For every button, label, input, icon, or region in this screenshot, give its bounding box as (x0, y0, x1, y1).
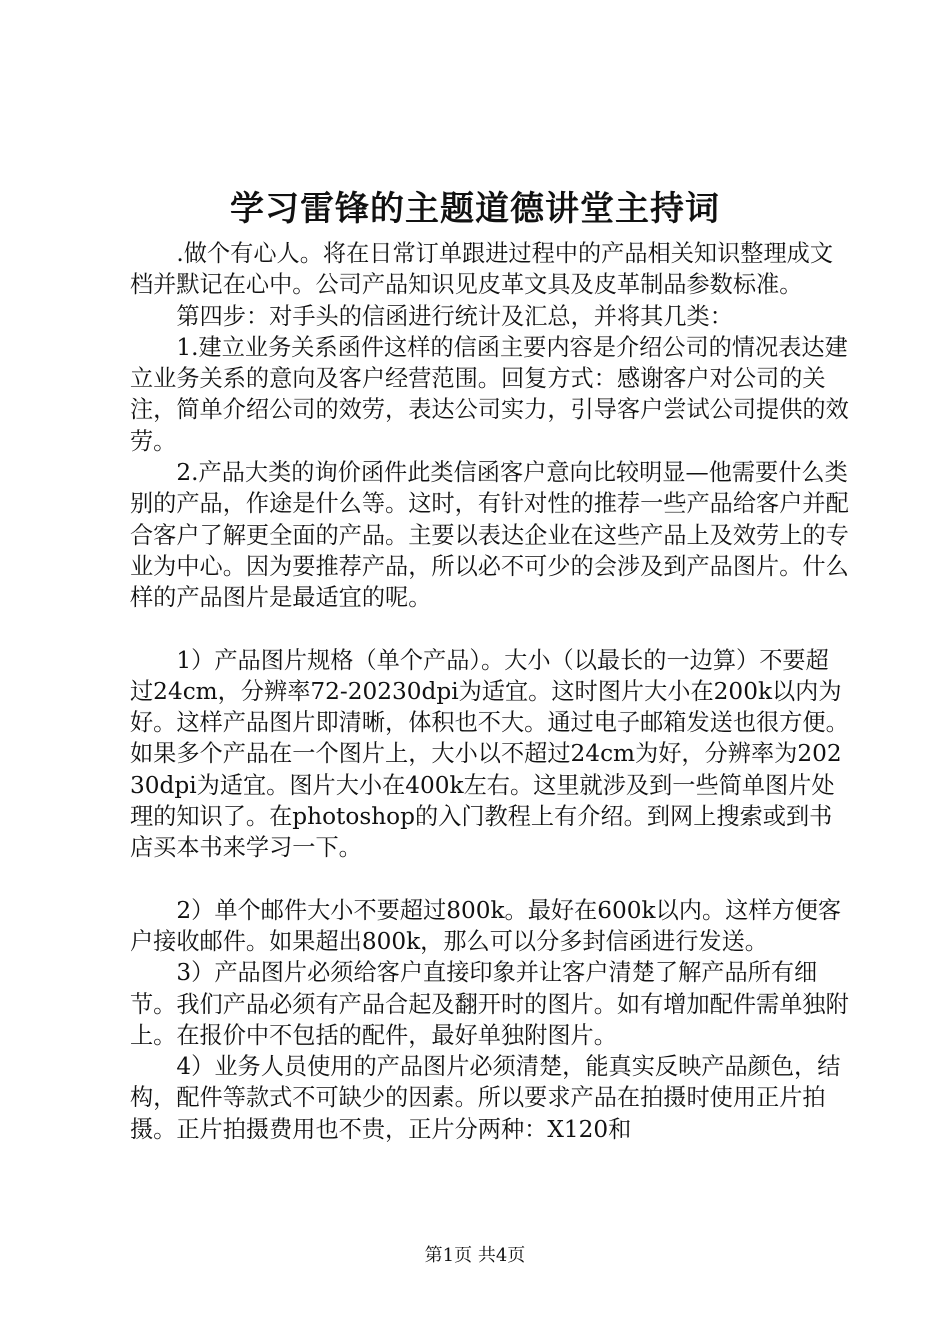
paragraph: 1）产品图片规格（单个产品）。大小（以最长的一边算）不要超过24cm，分辨率72-20230dpi为适宜。这时图片大小在200k以内为好。这样产品图片即清晰，体积也不大。通过电子邮箱发送也很方便。如果多个产品在一个图片上，大小以不超过24cm为好，分辨率为20230dpi为适宜。图片大小在400k左右。这里就涉及到一些简单图片处理的知识了。在photoshop的入门教程上有介绍。到网上搜索或到书店买本书来学习一下。 (130, 646, 849, 862)
paragraph: 2.产品大类的询价函件此类信函客户意向比较明显—他需要什么类别的产品，作途是什么等。这时，有针对性的推荐一些产品给客户并配合客户了解更全面的产品。主要以表达企业在这些产品上及效劳上的专业为中心。因为要推荐产品，所以必不可少的会涉及到产品图片。什么样的产品图片是最适宜的呢。 (130, 459, 849, 612)
paragraph: 1.建立业务关系函件这样的信函主要内容是介绍公司的情况表达建立业务关系的意向及客户经营范围。回复方式：感谢客户对公司的关注，简单介绍公司的效劳，表达公司实力，引导客户尝试公司提供的效劳。 (130, 333, 849, 455)
paragraph: .做个有心人。将在日常订单跟进过程中的产品相关知识整理成文档并默记在心中。公司产品知识见皮革文具及皮革制品参数标准。 (130, 240, 834, 299)
paragraph: 第四步：对手头的信函进行统计及汇总，并将其几类： (176, 302, 733, 330)
page-footer: 第1页 共4页 (424, 1245, 526, 1266)
paragraph: 2）单个邮件大小不要超过800k。最好在600k以内。这样方便客户接收邮件。如果超出800k，那么可以分多封信函进行发送。 (130, 896, 842, 955)
document-body (130, 238, 850, 1145)
document-title: 学习雷锋的主题道德讲堂主持词 (230, 189, 720, 229)
paragraph: 4）业务人员使用的产品图片必须清楚，能真实反映产品颜色，结构，配件等款式不可缺少的因素。所以要求产品在拍摄时使用正片拍摄。正片拍摄费用也不贵，正片分两种：X120和 (130, 1053, 841, 1143)
paragraph: 3）产品图片必须给客户直接印象并让客户清楚了解产品所有细节。我们产品必须有产品合起及翻开时的图片。如有增加配件需单独附上。在报价中不包括的配件，最好单独附图片。 (130, 959, 849, 1049)
